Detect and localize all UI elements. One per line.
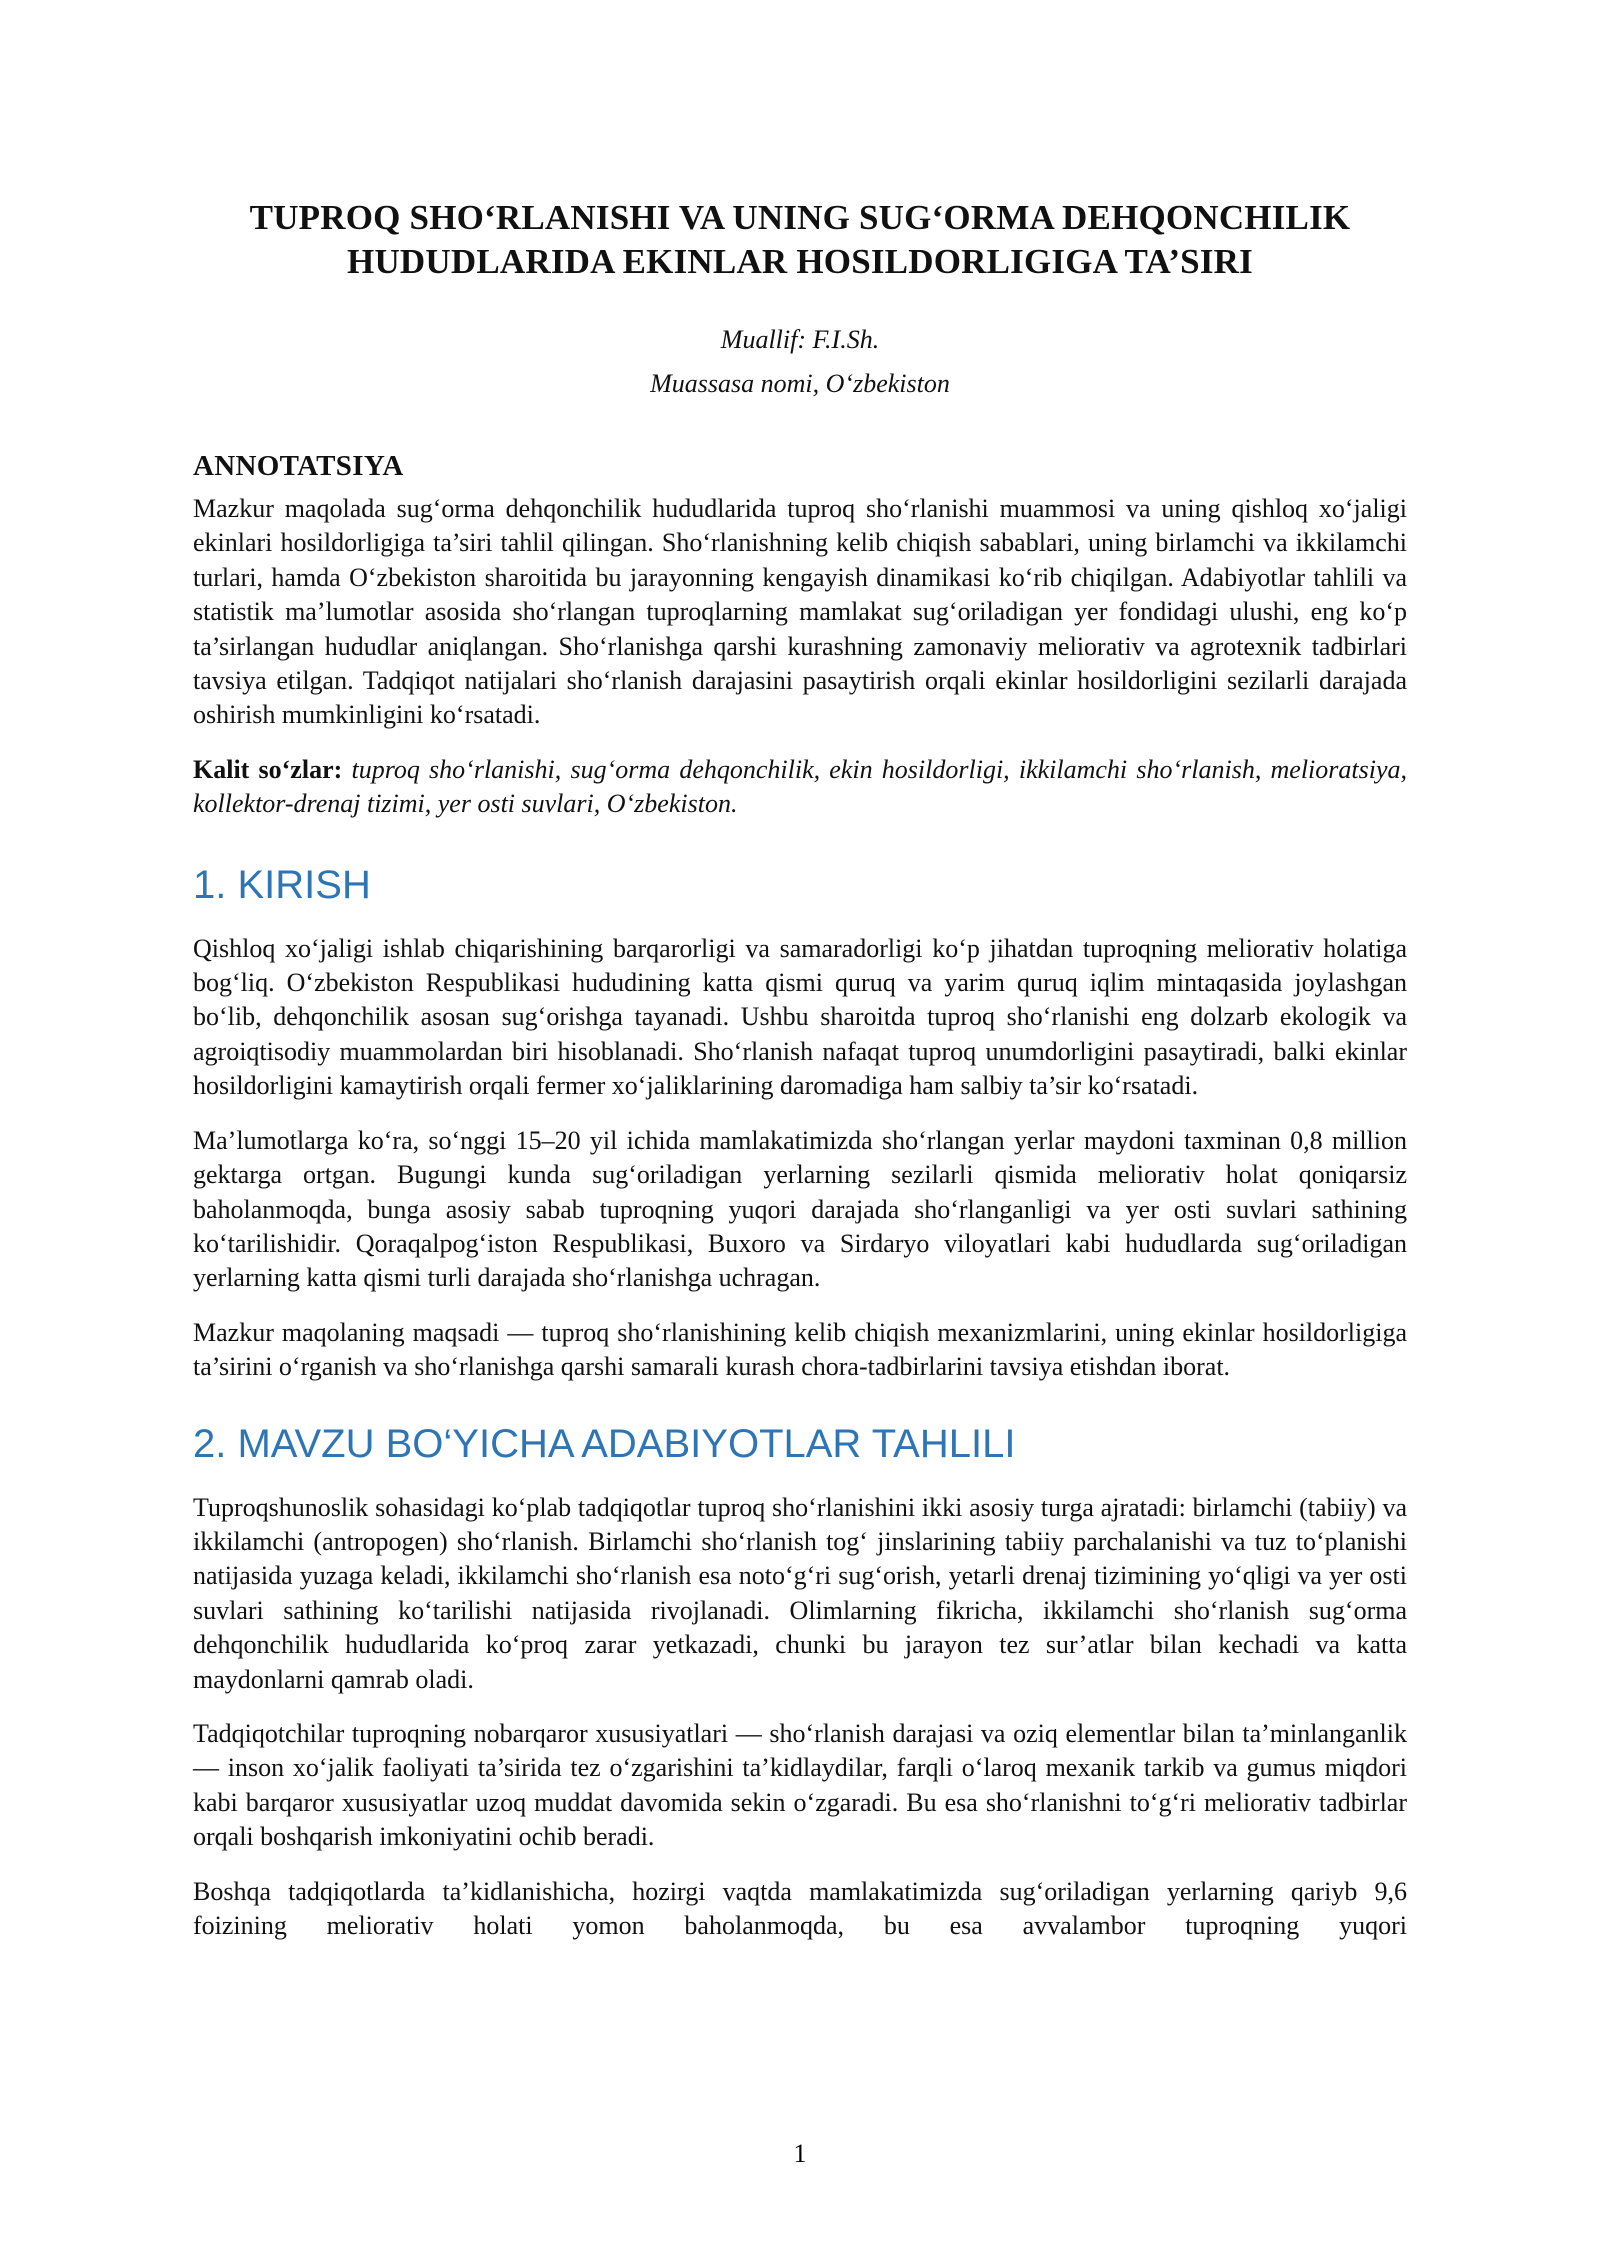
literature-paragraph-1: Tuproqshunoslik sohasidagi ko‘plab tadqiqotlar tuproq sho‘rlanishini ikki asosiy turga ajratadi: birlamchi (tabiiy) va ikkilamchi (antropogen) sho‘rlanish. Birlamchi sho‘rlanish tog‘ jinslarining tabiiy parchalanishi va tuz to‘planishi natijasida yuzaga keladi, ikkilamchi sho‘rlanish esa noto‘g‘ri sug‘orish, yetarli drenaj tizimining yo‘qligi va yer osti suvlari sathining ko‘tarilishi natijasida rivojlanadi. Olimlarning fikricha, ikkilamchi sho‘rlanish sug‘orma dehqonchilik hududlarida ko‘proq zarar yetkazadi, chunki bu jarayon tez sur’atlar bilan kechadi va katta maydonlarni qamrab oladi. <box>193 1492 1407 1694</box>
intro-paragraph-3: Mazkur maqolaning maqsadi — tuproq sho‘rlanishining kelib chiqish mexanizmlarini, uning ekinlar hosildorligiga ta’sirini o‘rganish va sho‘rlanishga qarshi samarali kurash chora-tadbirlarini tavsiya etishdan iborat. <box>193 1317 1407 1382</box>
keywords-label: Kalit so‘zlar: <box>193 754 343 784</box>
institution-line: Muassasa nomi, O‘zbekiston <box>650 369 950 398</box>
abstract-heading: ANNOTATSIYA <box>193 450 404 482</box>
author-line: Muallif: F.I.Sh. <box>720 325 880 354</box>
keywords-list: tuproq sho‘rlanishi, sug‘orma dehqonchilik, ekin hosildorligi, ikkilamchi sho‘rlanish, melioratsiya, kollektor-drenaj tizimi, yer osti suvlari, O‘zbekiston. <box>193 754 1408 819</box>
literature-paragraph-2: Tadqiqotchilar tuproqning nobarqaror xususiyatlari — sho‘rlanish darajasi va oziq elementlar bilan ta’minlanganlik — inson xo‘jalik faoliyati ta’sirida tez o‘zgarishini ta’kidlaydilar, farqli o‘laroq mexanik tarkib va gumus miqdori kabi barqaror xususiyatlar uzoq muddat davomida sekin o‘zgaradi. Bu esa sho‘rlanishni to‘g‘ri meliorativ tadbirlar orqali boshqarish imkoniyatini ochib beradi. <box>193 1718 1407 1852</box>
paper-title <box>193 196 1407 284</box>
paper-title-line-2: HUDUDLARIDA EKINLAR HOSILDORLIGIGA TA’SIRI <box>347 242 1253 281</box>
paper-title-line-1: TUPROQ SHO‘RLANISHI VA UNING SUG‘ORMA DEHQONCHILIK <box>249 198 1351 237</box>
page-number: 1 <box>793 2139 807 2168</box>
section-heading-introduction: 1. KIRISH <box>193 862 371 907</box>
section-heading-literature-review: 2. MAVZU BO‘YICHA ADABIYOTLAR TAHLILI <box>193 1421 1016 1466</box>
intro-paragraph-1: Qishloq xo‘jaligi ishlab chiqarishining barqarorligi va samaradorligi ko‘p jihatdan tuproqning meliorativ holatiga bog‘liq. O‘zbekiston Respublikasi hududining katta qismi quruq va yarim quruq iqlim mintaqasida joylashgan bo‘lib, dehqonchilik asosan sug‘orishga tayanadi. Ushbu sharoitda tuproq sho‘rlanishi eng dolzarb ekologik va agroiqtisodiy muammolardan biri hisoblanadi. Sho‘rlanish nafaqat tuproq unumdorligini pasaytiradi, balki ekinlar hosildorligini kamaytirish orqali fermer xo‘jaliklarining daromadiga ham salbiy ta’sir ko‘rsatadi. <box>193 933 1407 1101</box>
literature-paragraph-3: Boshqa tadqiqotlarda ta’kidlanishicha, hozirgi vaqtda mamlakatimizda sug‘oriladigan yerlarning qariyb 9,6 foizining meliorativ holati yomon baholanmoqda, bu esa avvalambor tuproqning yuqori <box>193 1876 1407 1940</box>
keywords-paragraph <box>193 753 1407 822</box>
intro-paragraph-2: Ma’lumotlarga ko‘ra, so‘nggi 15–20 yil ichida mamlakatimizda sho‘rlangan yerlar maydoni taxminan 0,8 million gektarga ortgan. Bugungi kunda sug‘oriladigan yerlarning sezilarli qismida meliorativ holat qoniqarsiz baholanmoqda, bunga asosiy sabab tuproqning yuqori darajada sho‘rlanganligi va yer osti suvlari sathining ko‘tarilishidir. Qoraqalpog‘iston Respublikasi, Buxoro va Sirdaryo viloyatlari kabi hududlarda sug‘oriladigan yerlarning katta qismi turli darajada sho‘rlanishga uchragan. <box>193 1125 1407 1293</box>
abstract-text: Mazkur maqolada sug‘orma dehqonchilik hududlarida tuproq sho‘rlanishi muammosi va uning qishloq xo‘jaligi ekinlari hosildorligiga ta’siri tahlil qilingan. Sho‘rlanishning kelib chiqish sabablari, uning birlamchi va ikkilamchi turlari, hamda O‘zbekiston sharoitida bu jarayonning kengayish dinamikasi ko‘rib chiqilgan. Adabiyotlar tahlili va statistik ma’lumotlar asosida sho‘rlangan tuproqlarning mamlakat sug‘oriladigan yer fondidagi ulushi, eng ko‘p ta’sirlangan hududlar aniqlangan. Sho‘rlanishga qarshi kurashning zamonaviy meliorativ va agrotexnik tadbirlari tavsiya etilgan. Tadqiqot natijalari sho‘rlanish darajasini pasaytirish orqali ekinlar hosildorligini sezilarli darajada oshirish mumkinligini ko‘rsatadi. <box>193 494 1407 730</box>
